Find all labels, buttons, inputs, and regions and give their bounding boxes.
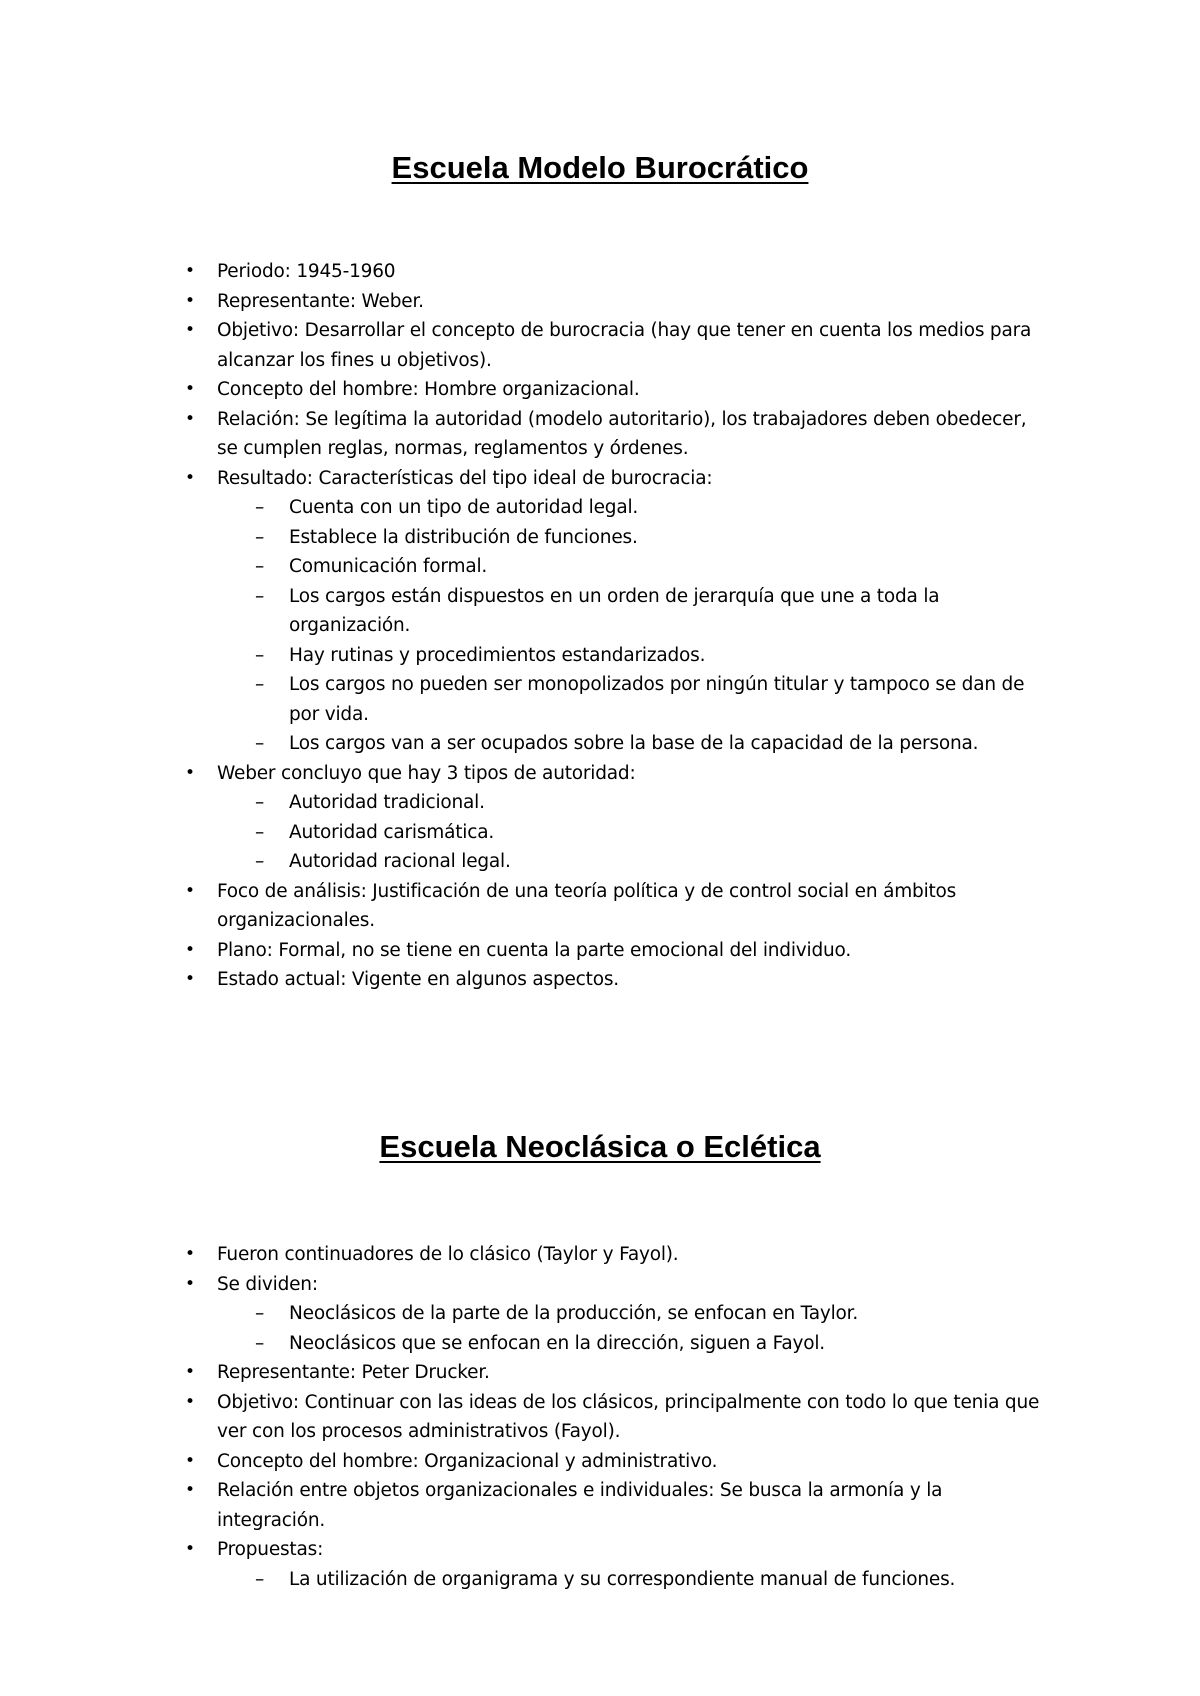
sub-list-item xyxy=(217,1299,1050,1329)
bullet-icon: • xyxy=(185,1480,195,1500)
bullet-icon: • xyxy=(185,1391,195,1412)
sub-list-item xyxy=(217,847,1050,877)
sub-list-item xyxy=(217,818,1050,848)
bullet-icon: • xyxy=(185,379,195,399)
list-item xyxy=(0,405,1200,464)
sub-list xyxy=(217,493,1050,759)
sub-list-item-text: La utilización de organigrama y su correspondiente manual de funciones. xyxy=(289,1568,956,1590)
bullet-icon: • xyxy=(185,408,195,429)
sub-list xyxy=(217,788,1050,877)
sub-list-item xyxy=(217,552,1050,582)
list-item-text: Concepto del hombre: Organizacional y administrativo. xyxy=(217,1450,718,1472)
sub-list-item-text: Los cargos van a ser ocupados sobre la base de la capacidad de la persona. xyxy=(289,733,979,754)
bullet-icon: • xyxy=(185,1244,195,1264)
bullet-icon: • xyxy=(185,762,195,783)
list-item-text: Representante: Peter Drucker. xyxy=(217,1362,490,1383)
list-item-text: Concepto del hombre: Hombre organizacional. xyxy=(217,379,640,400)
bullet-icon: • xyxy=(185,1450,195,1471)
list-item xyxy=(0,287,1200,317)
dash-icon: – xyxy=(255,497,265,518)
section-title-burocratico: Escuela Modelo Burocrático xyxy=(391,150,809,185)
sub-list-item-text: Autoridad racional legal. xyxy=(289,851,511,872)
list-item xyxy=(0,1358,1200,1388)
bullet-list-burocratico xyxy=(0,257,1200,995)
list-item xyxy=(0,257,1200,287)
sub-list-item-text: Los cargos están dispuestos en un orden de jerarquía que une a toda la organización. xyxy=(289,585,940,636)
bullet-icon: • xyxy=(185,467,195,488)
sub-list-item xyxy=(217,729,1050,759)
sub-list-item xyxy=(217,641,1050,671)
dash-icon: – xyxy=(255,674,265,695)
sub-list xyxy=(217,1299,1050,1358)
bullet-icon: • xyxy=(185,1362,195,1382)
bullet-icon: • xyxy=(185,290,195,311)
sub-list-item-text: Neoclásicos que se enfocan en la dirección, siguen a Fayol. xyxy=(289,1332,825,1354)
sub-list-item xyxy=(217,1329,1050,1359)
dash-icon: – xyxy=(255,821,265,843)
sub-list-item-text: Los cargos no pueden ser monopolizados por ningún titular y tampoco se dan de por vida. xyxy=(289,674,1025,725)
dash-icon: – xyxy=(255,1332,265,1354)
list-item-text: Relación entre objetos organizacionales e individuales: Se busca la armonía y la integración. xyxy=(217,1480,943,1531)
list-item-text: Representante: Weber. xyxy=(217,290,424,312)
list-item-text: Fueron continuadores de lo clásico (Taylor y Fayol). xyxy=(217,1244,679,1265)
sub-list-item xyxy=(217,493,1050,523)
list-item-text: Propuestas: xyxy=(217,1539,324,1560)
dash-icon: – xyxy=(255,733,265,754)
list-item xyxy=(0,936,1200,966)
list-item xyxy=(0,1535,1200,1594)
sub-list-item-text: Hay rutinas y procedimientos estandarizados. xyxy=(289,644,706,666)
list-item-text: Foco de análisis: Justificación de una teoría política y de control social en ámbitos organizacionales. xyxy=(217,880,957,931)
sub-list-item-text: Comunicación formal. xyxy=(289,556,488,577)
sub-list xyxy=(217,1565,1050,1595)
sub-list-item xyxy=(217,523,1050,553)
list-item xyxy=(0,1476,1200,1535)
sub-list-item-text: Neoclásicos de la parte de la producción, se enfocan en Taylor. xyxy=(289,1303,859,1324)
sub-list-item-text: Autoridad carismática. xyxy=(289,821,495,843)
dash-icon: – xyxy=(255,526,265,548)
sub-list-item-text: Establece la distribución de funciones. xyxy=(289,526,638,548)
dash-icon: – xyxy=(255,792,265,813)
list-item xyxy=(0,316,1200,375)
sub-list-item xyxy=(217,1565,1050,1595)
list-item-text: Se dividen: xyxy=(217,1273,318,1295)
list-item xyxy=(0,877,1200,936)
list-item xyxy=(0,1447,1200,1477)
sub-list-item-text: Autoridad tradicional. xyxy=(289,792,485,813)
list-item-text: Periodo: 1945-1960 xyxy=(217,261,396,282)
list-item-text: Objetivo: Continuar con las ideas de los clásicos, principalmente con todo lo que tenia que ver con los procesos administrativos (Fayol). xyxy=(217,1391,1040,1442)
list-item-text: Resultado: Características del tipo ideal de burocracia: xyxy=(217,467,713,489)
list-item-text: Estado actual: Vigente en algunos aspectos. xyxy=(217,969,619,990)
list-item-text: Objetivo: Desarrollar el concepto de burocracia (hay que tener en cuenta los medios para alcanzar los fines u objetivos). xyxy=(217,320,1032,371)
list-item-text: Relación: Se legítima la autoridad (modelo autoritario), los trabajadores deben obedecer, se cumplen reglas, normas, reglamentos y órdenes. xyxy=(217,408,1027,459)
list-item xyxy=(0,1388,1200,1447)
dash-icon: – xyxy=(255,1303,265,1324)
list-item xyxy=(0,759,1200,877)
list-item xyxy=(0,375,1200,405)
section-title-neoclasica: Escuela Neoclásica o Eclética xyxy=(379,1129,821,1164)
list-item xyxy=(0,464,1200,759)
dash-icon: – xyxy=(255,585,265,607)
list-item-text: Weber concluyo que hay 3 tipos de autoridad: xyxy=(217,762,636,784)
list-item xyxy=(0,1270,1200,1359)
sub-list-item xyxy=(217,788,1050,818)
bullet-list-neoclasica xyxy=(0,1240,1200,1594)
sub-list-item xyxy=(217,582,1050,641)
dash-icon: – xyxy=(255,644,265,666)
bullet-icon: • xyxy=(185,880,195,901)
bullet-icon: • xyxy=(185,1539,195,1559)
sub-list-item-text: Cuenta con un tipo de autoridad legal. xyxy=(289,497,639,518)
dash-icon: – xyxy=(255,1568,265,1590)
bullet-icon: • xyxy=(185,261,195,281)
dash-icon: – xyxy=(255,851,265,872)
sub-list-item xyxy=(217,670,1050,729)
list-item xyxy=(0,1240,1200,1270)
bullet-icon: • xyxy=(185,1273,195,1294)
bullet-icon: • xyxy=(185,969,195,989)
list-item-text: Plano: Formal, no se tiene en cuenta la parte emocional del individuo. xyxy=(217,939,851,961)
bullet-icon: • xyxy=(185,939,195,960)
bullet-icon: • xyxy=(185,320,195,340)
list-item xyxy=(0,965,1200,995)
dash-icon: – xyxy=(255,556,265,577)
